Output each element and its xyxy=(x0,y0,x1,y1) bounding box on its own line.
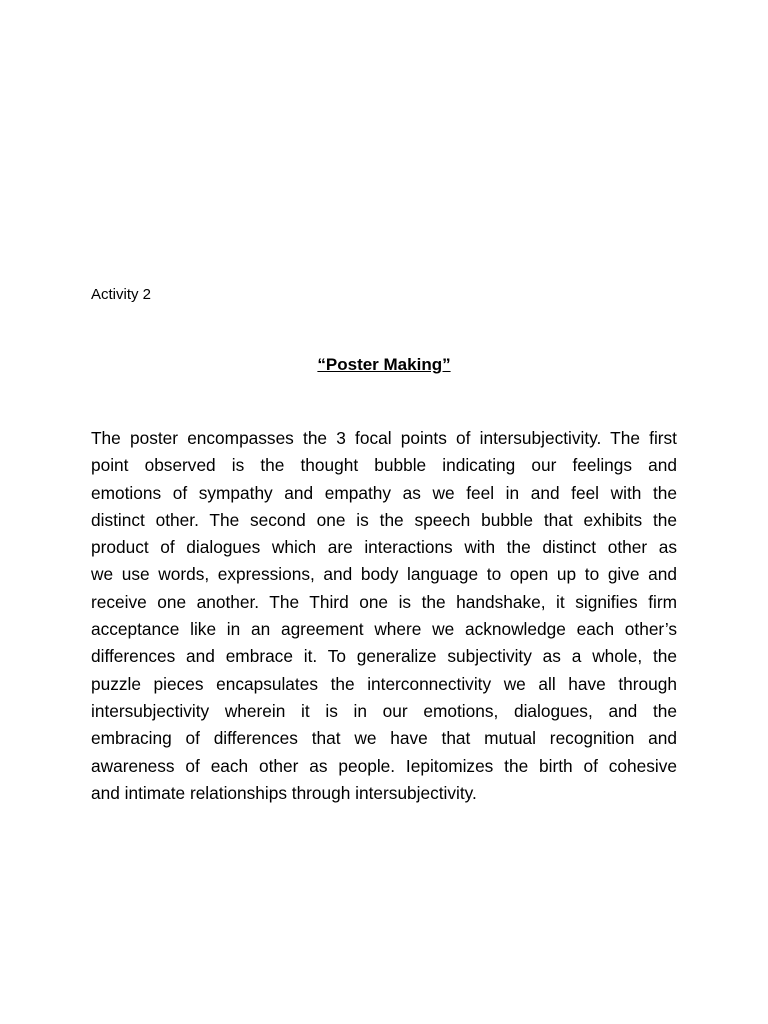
paragraph-line: receive one another. The Third one is the handshake, it signifies firm xyxy=(91,591,677,612)
paragraph-line: we use words, expressions, and body language to open up to give and xyxy=(91,564,677,585)
document-title: “Poster Making” xyxy=(317,355,451,374)
activity-label: Activity 2 xyxy=(91,286,152,303)
paragraph-line: emotions of sympathy and empathy as we feel in and feel with the xyxy=(91,482,677,503)
paragraph-line: puzzle pieces encapsulates the interconnectivity we all have through xyxy=(91,673,677,694)
paragraph-line: distinct other. The second one is the speech bubble that exhibits the xyxy=(91,509,677,530)
paragraph-line: embracing of differences that we have that mutual recognition and xyxy=(91,728,677,749)
paragraph-line: awareness of each other as people. Iepitomizes the birth of cohesive xyxy=(91,755,677,776)
paragraph-line: point observed is the thought bubble indicating our feelings and xyxy=(91,455,677,476)
paragraph-line: and intimate relationships through intersubjectivity. xyxy=(91,782,477,803)
paragraph-line: intersubjectivity wherein it is in our emotions, dialogues, and the xyxy=(91,700,677,721)
paragraph-line: product of dialogues which are interactions with the distinct other as xyxy=(91,537,677,558)
body-paragraph xyxy=(91,425,677,807)
paragraph-line: The poster encompasses the 3 focal points of intersubjectivity. The first xyxy=(91,428,677,448)
paragraph-line: acceptance like in an agreement where we acknowledge each other’s xyxy=(91,619,677,640)
paragraph-line: differences and embrace it. To generalize subjectivity as a whole, the xyxy=(91,646,677,667)
